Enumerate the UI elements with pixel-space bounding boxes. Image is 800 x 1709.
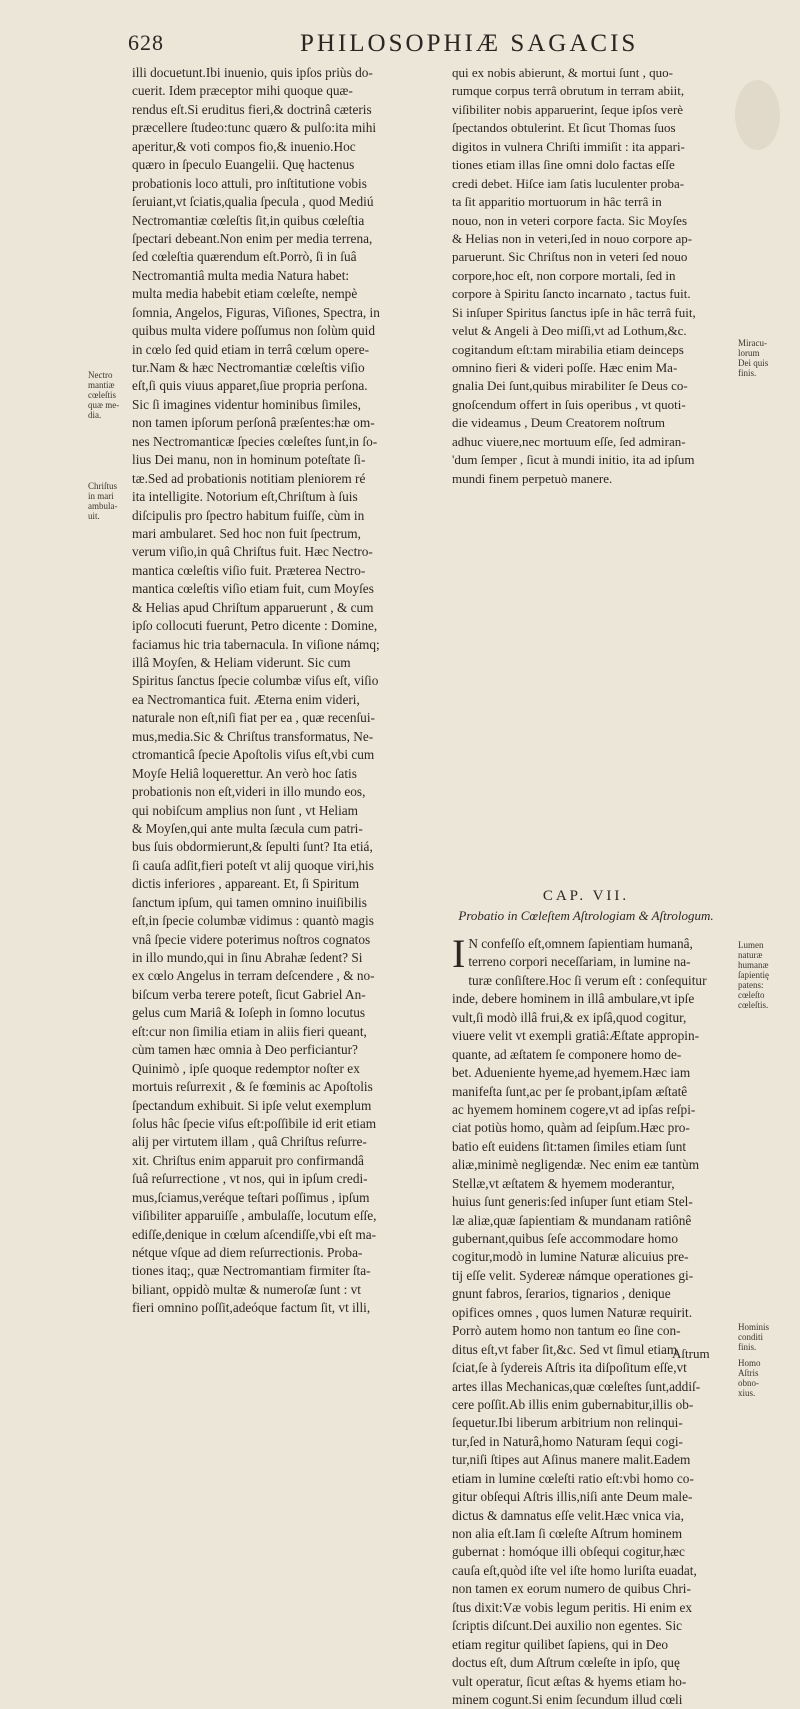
text-line [468, 972, 720, 990]
text-line [452, 1636, 720, 1654]
marginal-note-line: lorum [738, 348, 760, 358]
text-line-content: manifeſta ſunt,ac per ſe probant,ipſam æſtatê [452, 1083, 688, 1099]
text-line-content: N confeſſo eſt,omnem ſapientiam humanâ, [468, 936, 693, 951]
text-line [452, 1046, 720, 1064]
text-line: mantica cœleſtis viſio fuit. Præterea Nectro- [132, 562, 366, 578]
text-line-content: etiam regitur quilibet ſapiens, qui in Deo [452, 1636, 669, 1652]
text-line-content: gubernat : homóque illi obſequi cogitur,hæc [452, 1544, 685, 1560]
text-line-content: Porrò autem homo non tantum eo ſine con- [452, 1323, 681, 1339]
text-line: diſcipulis pro ſpectro habitum fuiſſe, cùm in [132, 507, 365, 523]
text-line [452, 1156, 720, 1174]
right-column-bottom [452, 931, 720, 1709]
marginal-note-christus-mari [88, 481, 118, 521]
text-line [452, 1691, 720, 1709]
text-line-content: tij eſſe velit. Sydereæ námque operationes gi- [452, 1267, 694, 1283]
text-line: tæ.Sed ad probationis notitiam pleniorem ré [132, 470, 366, 486]
text-line: Nectromantiæ cœleſtis ſit,in quibus cœleſtia [132, 212, 365, 228]
text-line [452, 1175, 720, 1193]
text-line: Si inſuper Spiritus ſanctus ipſe in hâc terrâ fuit, [452, 304, 696, 320]
marginal-note-line: dia. [88, 410, 102, 420]
text-line: vnâ ſpecie videre poterimus noſtros cognatos [132, 931, 371, 947]
text-line: mortuis reſurrexit , & ſe fœminis ac Apoſtolis [132, 1079, 373, 1095]
text-line-content: tur,ſed in Naturâ,homo Naturam ſequi cogi- [452, 1433, 683, 1449]
marginal-note-homo-astris [738, 1358, 761, 1398]
text-line: ex cœlo Angelus in terram deſcendere , & no- [132, 968, 375, 984]
text-line: omnino fieri & videri poſſe. Hæc enim Ma- [452, 360, 678, 375]
text-line: lius Dei manu, non in hominum poteſtate ſi- [132, 452, 366, 468]
marginal-note-hominis [738, 1322, 769, 1352]
text-line [452, 1378, 720, 1396]
text-line [452, 1212, 720, 1230]
text-line: Nectromantiâ multa media Natura habet: [132, 267, 350, 283]
text-line: ſeruiant,vt ſciatis,qualia ſpecula , quod Mediú [132, 194, 374, 210]
marginal-note-line: xius. [738, 1388, 756, 1398]
text-line: & Helias non in veteri,ſed in nouo corpore ap- [452, 230, 693, 246]
text-line: præcellere ſtudeo:tunc quæro & pulſo:ita mihi [132, 120, 377, 136]
text-line [452, 1470, 720, 1488]
marginal-note-line: Lumen [738, 940, 764, 950]
text-line: quæro in ſpeculo Euangelii. Quę hactenus [132, 157, 355, 173]
text-line: mus,ſciamus,veréque teſtari poſſimus , ipſum [132, 1189, 370, 1205]
marginal-note-line: Homo [738, 1358, 761, 1368]
text-line: corpore,hoc eſt, non corpore mortali, ſed in [452, 267, 676, 283]
text-line: viſibiliter nobis apparuerint, ſeque ipſos verè [452, 101, 684, 117]
text-line [452, 1248, 720, 1266]
text-line [452, 1414, 720, 1432]
marginal-note-line: naturæ [738, 950, 763, 960]
text-line: paruerunt. Sic Chriſtus non in veteri ſed nouo [452, 249, 688, 265]
text-line [452, 1580, 720, 1598]
text-line-content: cere poſſit.Ab illis enim gubernabitur,illis ob- [452, 1396, 694, 1412]
text-line: ita intelligite. Notorium eſt,Chriſtum à ſuis [132, 489, 358, 505]
text-line [452, 1193, 720, 1211]
text-line-content: ſciat,ſe à ſydereis Aſtris ita diſpoſitum eſſe,vt [452, 1360, 687, 1376]
chapter-number: CAP. VII. [542, 888, 630, 904]
marginal-note-lumen [738, 940, 769, 1010]
text-line: ſi cauſa adſit,fieri poteſt vt alij quoque viri,his [132, 857, 374, 873]
text-line: nouo, non in veteri corpore facta. Sic Moyſes [452, 212, 688, 228]
text-line: 'dum ſemper , ſicut à mundi initio, ita ad ipſum [452, 452, 695, 468]
page-header [128, 30, 728, 66]
marginal-note-line: ſapientię [738, 970, 769, 980]
text-line: naturale non eſt,niſi fiat per ea , quæ recenſui- [132, 710, 375, 726]
text-line [452, 1119, 720, 1137]
text-line: Sic ſi imagines videntur hominibus ſimiles, [132, 396, 361, 412]
text-line-content: quante, ad æſtatem ſe componere homo de- [452, 1046, 682, 1062]
text-line: cogitandum eſt:tam mirabilia etiam deinceps [452, 341, 684, 357]
text-line-content: ſequetur.Ibi liberum arbitrium non relinqui- [452, 1415, 683, 1431]
text-line-content: ſcriptis diſcunt.Dei auxilio non egentes. Sic [452, 1618, 683, 1634]
text-line [452, 1451, 720, 1469]
text-line: Spiritus ſanctus ſpecie columbæ viſus eſt, viſio [132, 673, 379, 689]
running-title: PHILOSOPHIÆ SAGACIS [300, 30, 639, 57]
text-line [452, 1138, 720, 1156]
marginal-note-line: uit. [88, 511, 100, 521]
text-line-content: ditus eſt,vt faber ſit,&c. Sed vt ſimul etiam [452, 1341, 678, 1357]
text-line: mari ambularet. Sed hoc non fuit ſpectrum, [132, 525, 361, 541]
text-line: ſanctum ipſum, qui tamen omnino inuiſibilis [132, 894, 367, 910]
text-line-content: bet. Adueniente hyeme,ad hyemem.Hæc iam [452, 1065, 691, 1081]
text-line-content: doctus eſt, dum Aſtrum cœleſte in ipſo, quę [452, 1655, 680, 1671]
text-line [452, 1488, 720, 1506]
text-line-content: artes illas Mechanicas,quæ cœleſtes ſunt,addiſ- [452, 1378, 701, 1394]
text-line-content: gnunt fabros, ſerarios, tignarios , denique [452, 1286, 671, 1302]
text-line: mundi finem perpetuò manere. [452, 470, 613, 486]
text-line: nes Nectromanticæ ſpecies cœleſtes ſunt,in ſo- [132, 433, 378, 449]
text-line [452, 1009, 720, 1027]
text-line: biliant, oppidò multæ & numeroſæ ſunt : vt [132, 1281, 362, 1297]
text-line: ſomnia, Angelos, Figuras, Viſiones, Spectra, in [132, 304, 380, 320]
right-column-top [452, 64, 720, 488]
text-line: ta ſit apparitio mortuorum in hâc terrâ in [452, 194, 662, 210]
text-line [452, 1101, 720, 1119]
page-number: 628 [128, 30, 164, 55]
text-line [452, 1322, 720, 1340]
text-line: mantica cœleſtis viſio etiam fuit, cum Moyſes [132, 581, 374, 597]
text-line: ſed cœleſtia quærendum eſt.Porrò, ſi in ſuâ [132, 249, 357, 265]
text-line: faciamus hic tria tabernacula. In viſione námq; [132, 636, 380, 652]
text-line: gelus cum Mariâ & Ioſeph in ſomno locutus [132, 1005, 366, 1021]
text-line: ſuâ reſurrectione , vt nos, qui in ipſum credi- [132, 1171, 368, 1187]
text-line: viſibiliter apparuiſſe , ambulaſſe, locutum eſſe, [132, 1208, 377, 1224]
text-line-content: gitur obſequi Aſtris illis,niſi ante Deum male- [452, 1489, 693, 1505]
text-line: verum viſio,in quâ Chriſtus fuit. Hæc Nectro- [132, 544, 373, 560]
text-line: digitos in vulnera Chriſti immiſit : ita appari- [452, 138, 685, 154]
text-line: velut & Angeli à Deo miſſi,vt ad Lothum,&c. [452, 323, 687, 339]
marginal-note-line: Chriſtus [88, 481, 118, 491]
text-line: quibus multa videre poſſumus non ſolùm quid [132, 323, 376, 339]
text-line [452, 990, 720, 1008]
text-line [452, 1433, 720, 1451]
marginal-note-line: Hominis [738, 1322, 770, 1332]
marginal-note-line: mantiæ [88, 380, 115, 390]
marginal-note-line: cœleſtis [88, 390, 116, 400]
text-line: die videamus , Deum Creatorem noſtrum [452, 415, 666, 431]
text-line: qui ex nobis abierunt, & mortui ſunt , quo- [452, 65, 673, 80]
text-line: cuerit. Idem præceptor mihi quoque quæ- [132, 83, 353, 99]
text-line [452, 1396, 720, 1414]
text-line: eſt,in ſpecie columbæ vidimus : quantò magis [132, 913, 374, 929]
text-line-content: ciat potiùs homo, quàm ad ſeipſum.Hæc pro- [452, 1120, 690, 1136]
text-line [452, 1083, 720, 1101]
marginal-note-line: obno- [738, 1378, 759, 1388]
text-line: biſcum verba terere poteſt, ſicut Gabriel An- [132, 986, 366, 1002]
text-line-content: minem cogunt.Si enim ſecundum illud cœli [452, 1691, 683, 1707]
text-line: ctromanticâ ſpecie Apoſtolis viſus eſt,vbi cum [132, 747, 375, 763]
text-line: in illo mundo,qui in ſinu Abrahæ ſedent? Si [132, 950, 363, 965]
text-line: alij per virtutem illam , quâ Chriſtus reſurre- [132, 1134, 367, 1150]
left-column [132, 64, 444, 1318]
text-line: ſolus hâc ſpecie viſus eſt:poſſibile id erit etiam [132, 1115, 377, 1131]
text-line: nétque vſque ad diem reſurrectionis. Proba- [132, 1245, 363, 1260]
text-line: ipſo collocuti fuerunt, Petro dicente : Domine, [132, 618, 378, 634]
text-line [452, 1617, 720, 1635]
page-stain [735, 80, 780, 150]
text-line-content: aliæ,minimè negligendæ. Nec enim eæ tantùm [452, 1157, 700, 1173]
text-line: cùm tamen hæc omnia à Deo perficiantur? [132, 1042, 358, 1058]
text-line: tiones etiam illas ſine omni dolo factas eſſe [452, 157, 675, 173]
text-line [452, 1064, 720, 1082]
text-line-content: non alia eſt.Iam ſi cœleſte Aſtrum hominem [452, 1526, 683, 1541]
marginal-note-line: in mari [88, 491, 114, 501]
text-line [452, 1267, 720, 1285]
marginal-note-miracula [738, 338, 768, 378]
text-line-content: terreno corpori neceſſariam, in lumine na- [468, 954, 691, 970]
marginal-note-line: finis. [738, 368, 757, 378]
text-line: gnalia Dei ſunt,quibus mirabiliter ſe Deus co- [452, 378, 688, 394]
marginal-note-line: conditi [738, 1332, 763, 1342]
marginal-note-line: cœleſto [738, 990, 765, 1000]
marginal-note-line: ambula- [88, 501, 118, 511]
text-line: probationis loco attuli, pro inſtitutione vobis [132, 175, 367, 191]
text-line [468, 953, 720, 971]
catchword: Aſtrum [672, 1346, 710, 1361]
text-line-content: ſtus dixit:Væ vobis legum peritis. Hi enim ex [452, 1599, 693, 1615]
text-line: Quinimò , ipſe quoque redemptor noſter ex [132, 1060, 360, 1076]
text-line: probationis non eſt,videri in illo mundo eos, [132, 784, 366, 800]
text-line [452, 1543, 720, 1561]
text-line [452, 1507, 720, 1525]
text-line: eſt:cur non ſimilia etiam in aliis fieri queant, [132, 1023, 367, 1039]
text-line: mus,media.Sic & Chriſtus transformatus, Ne- [132, 728, 374, 744]
text-line-content: dictus & damnatus eſſe velit.Hæc vnica via, [452, 1507, 684, 1523]
drop-cap: I [452, 931, 466, 976]
text-line: illâ Moyſen, & Heliam viderunt. Sic cum [132, 655, 351, 670]
text-line-content: vult operatur, ſicut æſtas & hyems etiam ho- [452, 1673, 687, 1689]
marginal-note-line: patens: [738, 980, 764, 990]
text-line-content: tur,niſi ſtipes aut Aſinus manere malit.Eadem [452, 1452, 691, 1468]
text-line-content: inde, debere hominem in illâ ambulare,vt ipſe [452, 991, 695, 1007]
text-line-content: turæ conſiſtere.Hoc ſi verum eſt : conſequitur [468, 972, 707, 988]
text-line [452, 1525, 720, 1543]
text-line: ea Nectromantica fuit. Æterna enim videri, [132, 691, 360, 707]
text-line [452, 1230, 720, 1248]
chapter-title: Probatio in Cœleſtem Aſtrologiam & Aſtrologum. [458, 908, 714, 923]
text-line-content: ac hyemem hominem cogere,vt ad ipſas reſpi- [452, 1101, 696, 1117]
text-line: ſpectandos obtulerint. Et ſicut Thomas ſuos [452, 120, 676, 136]
text-line: aperitur,& voti compos fio,& inuenio.Hoc [132, 138, 356, 154]
marginal-note-line: finis. [738, 1342, 757, 1352]
text-line [452, 1562, 720, 1580]
text-line: fieri omnino poſſit,adeóque factum ſit, vt illi, [132, 1300, 371, 1316]
text-line: in cœlo ſed quid etiam in terrâ cœlum opere- [132, 341, 370, 357]
marginal-note-line: Aſtris [738, 1368, 759, 1378]
text-line-content: læ aliæ,quæ ſapientiam & mundanam ratiônê [452, 1212, 692, 1228]
text-line-content: vult,ſi modò illâ frui,& ex ipſâ,quod cogitur, [452, 1009, 687, 1025]
marginal-note-line: Dei quis [738, 358, 769, 368]
text-line-content: Stellæ,vt æſtatem & hyemem moderantur, [452, 1175, 675, 1191]
text-line: xit. Chriſtus enim apparuit pro confirmandâ [132, 1152, 364, 1168]
text-line-content: batio eſt euidens ſit:tamen ſimiles etiam ſunt [452, 1138, 687, 1154]
text-line [452, 1673, 720, 1691]
text-line: Moyſe Heliâ loquerettur. An verò hoc ſatis [132, 765, 357, 781]
text-line-content: opifices omnes , quos lumen Naturæ requirit. [452, 1304, 693, 1320]
text-line: dictis inferiores , appareant. Et, ſi Spiritum [132, 876, 360, 892]
text-line-content: huius ſunt generis:ſed inſuper ſunt etiam Stel- [452, 1194, 693, 1210]
text-line: illi docuetunt.Ibi inuenio, quis ipſos priùs do- [132, 65, 373, 80]
text-line [452, 1599, 720, 1617]
marginal-note-line: humanæ [738, 960, 769, 970]
text-line: qui nobiſcum amplius non ſunt , vt Heliam [132, 802, 359, 818]
text-line [452, 1285, 720, 1303]
text-line: adhuc viuere,nec mortuum eſſe, ſed admiran- [452, 433, 686, 449]
text-line-content: gubernant,quibus ſeſe accommodare homo [452, 1231, 678, 1246]
text-line: gnoſcendum offert in ſuis operibus , vt quoti- [452, 396, 686, 412]
text-line: rendus eſt.Si eruditus fieri,& doctrinâ cæteris [132, 101, 372, 117]
text-line: tiones itaq;, quæ Nectromantiam firmiter ſta- [132, 1263, 371, 1279]
text-line-content: viuere velit vt exempli gratiâ:Æſtate appropin- [452, 1028, 700, 1044]
text-line [452, 1304, 720, 1322]
text-line-content: cauſa eſt,quòd iſte vel iſte homo luriſta euadat, [452, 1562, 697, 1578]
text-line-content: etiam in lumine cœleſti ratio eſt:vbi homo co- [452, 1470, 694, 1486]
text-line-content: non tamen ex eorum numero de quibus Chri- [452, 1581, 691, 1597]
text-line: corpore à Spiritu ſancto incarnato , tactus fuit. [452, 286, 691, 302]
text-line: multa media habebit etiam cœleſte, nempè [132, 286, 358, 302]
text-line: ſpectari debeant.Non enim per media terrena, [132, 230, 373, 246]
text-line: eſt,ſi quis viuus apparet,ſiue propria perſona. [132, 378, 368, 394]
text-line [452, 1027, 720, 1045]
text-line-content: cogitur,modò in lumine Naturæ alicuius pre- [452, 1249, 689, 1265]
marginal-note-nectromantia [88, 370, 119, 420]
text-line: ſpectandum exhibuit. Si ipſe velut exemplum [132, 1097, 372, 1113]
text-line: non tamen ipſorum perſonâ præſentes:hæ om- [132, 415, 375, 431]
text-line: & Helias apud Chriſtum apparuerunt , & cum [132, 599, 374, 615]
text-line: & Moyſen,qui ante multa ſæcula cum patri- [132, 820, 363, 836]
text-line: bus ſuis obdormierunt,& ſepulti ſunt? Ita etiá, [132, 839, 373, 855]
text-line: tur.Nam & hæc Nectromantiæ cœleſtis viſio [132, 360, 365, 375]
text-line: rumque corpus terrâ obrutum in terram abiit, [452, 83, 685, 99]
text-line: ediſſe,denique in cœlum aſcendiſſe,vbi eſt ma- [132, 1226, 377, 1242]
text-line [452, 1654, 720, 1672]
marginal-note-line: quæ me- [88, 400, 120, 410]
marginal-note-line: cœleſtis. [738, 1000, 769, 1010]
marginal-note-line: Nectro [88, 370, 113, 380]
marginal-note-line: Miracu- [738, 338, 767, 348]
text-line: credi debet. Hiſce iam ſatis luculenter proba- [452, 175, 685, 191]
